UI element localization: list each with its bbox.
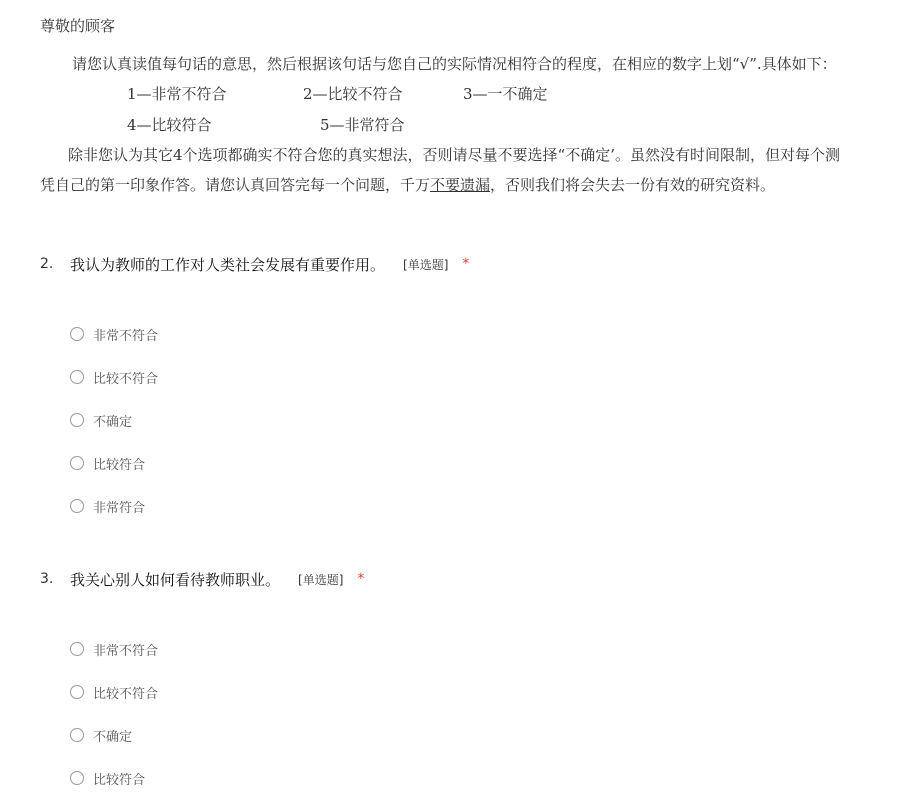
instruction-text: 请您认真读值每句话的意思，然后根据该句话与您自己的实际情况相符合的程度，在相应的数字上划“√”.具体如下： xyxy=(72,55,837,73)
radio-button[interactable] xyxy=(70,642,84,656)
radio-button[interactable] xyxy=(70,456,84,470)
note-text-part1: 凭自己的第一印象作答。请您认真回答完每一个问题，千万 xyxy=(40,176,431,194)
scale-item-5: 5—非常符合 xyxy=(320,116,405,134)
option-uncertain[interactable] xyxy=(70,725,132,745)
option-label[interactable]: 比较不符合 xyxy=(93,371,159,387)
option-somewhat-inconsistent[interactable] xyxy=(70,367,158,387)
scale-item-1: 1—非常不符合 xyxy=(127,85,227,103)
option-somewhat-inconsistent[interactable] xyxy=(70,682,158,702)
option-label[interactable]: 比较符合 xyxy=(93,457,146,473)
option-somewhat-consistent[interactable] xyxy=(70,768,145,788)
question-number: 2. xyxy=(40,256,54,272)
question-type-label: [单选题] xyxy=(298,572,344,587)
option-somewhat-consistent[interactable] xyxy=(70,453,145,473)
note-text-part2: ，否则我们将会失去一份有效的研究资料。 xyxy=(490,176,776,194)
radio-button[interactable] xyxy=(70,499,84,513)
required-asterisk: * xyxy=(357,571,365,587)
question-type-label: [单选题] xyxy=(403,257,449,272)
radio-button[interactable] xyxy=(70,728,84,742)
question-number: 3. xyxy=(40,571,54,587)
option-very-inconsistent[interactable] xyxy=(70,324,158,344)
required-asterisk: * xyxy=(462,256,470,272)
note-underlined-text: 不要遗漏 xyxy=(430,176,491,194)
option-uncertain[interactable] xyxy=(70,410,132,430)
question-text: 我认为教师的工作对人类社会发展有重要作用。 xyxy=(70,255,386,274)
scale-item-2: 2—比较不符合 xyxy=(303,85,403,103)
option-very-consistent[interactable] xyxy=(70,496,145,516)
radio-button[interactable] xyxy=(70,771,84,785)
greeting: 尊敬的顾客 xyxy=(40,17,116,35)
option-label[interactable]: 比较符合 xyxy=(93,772,146,788)
option-very-inconsistent[interactable] xyxy=(70,639,158,659)
question-title xyxy=(40,569,364,589)
question-text: 我关心别人如何看待教师职业。 xyxy=(70,570,281,589)
note-text-line1: 除非您认为其它4个选项都确实不符合您的真实想法，否则请尽量不要选择“不确定’。虽然没有时间限制，但对每个测 xyxy=(68,146,840,164)
option-label[interactable]: 非常不符合 xyxy=(93,643,159,659)
option-label[interactable]: 比较不符合 xyxy=(93,686,159,702)
survey-intro xyxy=(0,0,900,200)
radio-button[interactable] xyxy=(70,413,84,427)
radio-button[interactable] xyxy=(70,327,84,341)
scale-item-3: 3—一不确定 xyxy=(463,85,548,103)
radio-button[interactable] xyxy=(70,370,84,384)
scale-item-4: 4—比较符合 xyxy=(127,116,212,134)
option-label[interactable]: 非常符合 xyxy=(93,500,146,516)
option-label[interactable]: 不确定 xyxy=(93,729,133,745)
option-label[interactable]: 不确定 xyxy=(93,414,133,430)
option-label[interactable]: 非常不符合 xyxy=(93,328,159,344)
radio-button[interactable] xyxy=(70,685,84,699)
note-text-line2 xyxy=(40,175,775,195)
question-title xyxy=(40,254,469,274)
